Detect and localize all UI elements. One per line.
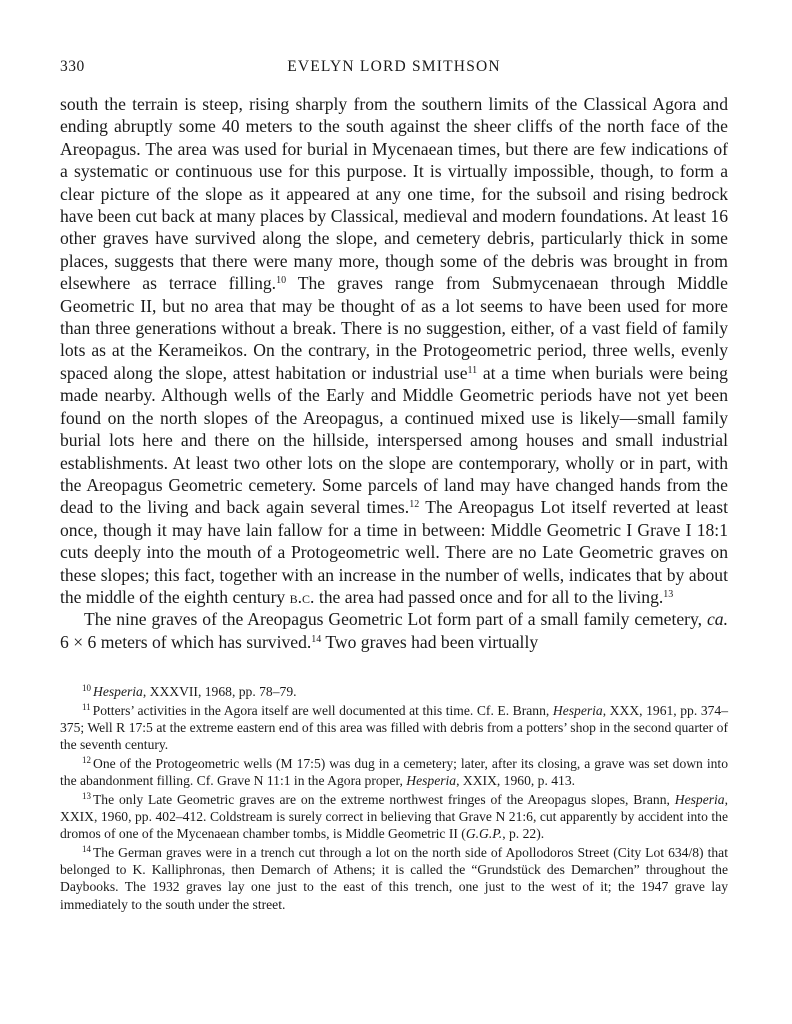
- text-run: The only Late Geometric graves are on the extreme northwest fringes of the Areopagus slopes, Brann,: [93, 791, 675, 807]
- footnote-marker: 13: [82, 790, 91, 801]
- text-run: at a time when burials were being made nearby. Although wells of the Early and Middle Geometric periods have not yet been found on the north slopes of the Areopagus, a continued mixed use is likely—small family burial lots here and there on the hillside, interspersed among houses and small industrial establishments. At least two other lots on the slope are contemporary, wholly or in part, with the Areopagus Geometric cemetery. Some parcels of land may have changed hands from the dead to the living and back again several times.: [60, 362, 728, 518]
- footnotes: [60, 683, 728, 913]
- italic-text: Hesperia: [93, 684, 143, 700]
- text-run: , XXX, 1961, pp. 374–375; Well R 17:5 at the extreme eastern end of this area was filled with debris from a potters’ shop in the second quarter of the seventh century.: [60, 702, 729, 753]
- italic-text: Hesperia: [406, 773, 457, 789]
- text-run: 6 × 6 meters of which has survived.: [60, 631, 312, 652]
- footnote: [60, 702, 728, 754]
- footnote-reference: 10: [276, 275, 287, 287]
- body-text: [60, 93, 728, 653]
- small-caps-text: b.c.: [289, 586, 315, 607]
- text-run: south the terrain is steep, rising sharply from the southern limits of the Classical Agora and ending abruptly some 40 meters to the south against the sheer cliffs of the north face of the Areopagus. The area was used for burial in Mycenaean times, but there are few indications of a systematic or continuous use for this purpose. It is virtually impossible, though, to form a clear picture of the slope as it appeared at any one time, for the subsoil and rising bedrock have been cut back at many places by Classical, medieval and modern foundations. At least 16 other graves have survived along the slope, and cemetery debris, particularly thick in some places, suggests that there were many more, though some of the debris was brought in from elsewhere as terrace filling.: [60, 94, 728, 294]
- text-run: The graves range from Submycenaean through Middle Geometric II, but no area that may be thought of as a lot seems to have been used for more than three generations without a break. There is no suggestion, either, of a vast field of family lots as at the Kerameikos. On the contrary, in the Protogeometric period, three wells, evenly spaced along the slope, attest habitation or industrial use: [60, 273, 728, 383]
- page: [60, 58, 728, 914]
- text-run: , XXIX, 1960, pp. 402–412. Coldstream is surely correct in believing that Grave N 21:6, cut apparently by accident into the dromos of one of the Mycenaean chamber tombs, is Middle Geometric II (: [60, 791, 728, 842]
- page-number: 330: [60, 58, 85, 75]
- footnote: [60, 844, 728, 913]
- footnote-reference: 12: [409, 499, 420, 511]
- italic-text: Hesperia: [674, 791, 725, 807]
- text-run: , XXXVII, 1968, pp. 78–79.: [142, 684, 297, 700]
- page-header: [60, 58, 728, 82]
- text-run: , p. 22).: [502, 826, 545, 842]
- body-paragraph: [60, 608, 728, 653]
- text-run: Two graves had been virtually: [321, 631, 539, 652]
- text-run: the area had passed once and for all to the living.: [314, 586, 664, 607]
- text-run: The Areopagus Lot itself reverted at least once, though it may have lain fallow for a time in between: Middle Geometric I Grave I 18:1 cuts deeply into the mouth of a Protogeometric well. There are no Late Geometric graves on these slopes; this fact, together with an increase in the number of wells, indicates that by about the middle of the eighth century: [60, 497, 728, 607]
- text-run: The nine graves of the Areopagus Geometric Lot form part of a small family cemetery,: [84, 609, 707, 630]
- body-paragraph: [60, 93, 728, 608]
- text-run: , XXIX, 1960, p. 413.: [456, 773, 576, 789]
- running-head: EVELYN LORD SMITHSON: [287, 58, 501, 75]
- footnote: [60, 755, 728, 789]
- italic-text: ca.: [706, 609, 728, 630]
- italic-text: G.G.P.: [465, 826, 503, 842]
- text-run: One of the Protogeometric wells (M 17:5) was dug in a cemetery; later, after its closing, a grave was set down into the abandonment filling. Cf. Grave N 11:1 in the Agora proper,: [60, 755, 728, 789]
- footnote: [60, 791, 728, 843]
- italic-text: Hesperia: [552, 702, 603, 718]
- footnote-reference: 11: [467, 364, 478, 376]
- text-run: Potters’ activities in the Agora itself are well documented at this time. Cf. E. Brann,: [92, 702, 553, 718]
- footnote-reference: 13: [663, 588, 674, 600]
- footnote-marker: 10: [82, 683, 91, 694]
- footnote-reference: 14: [311, 633, 322, 645]
- footnote-marker: 14: [82, 843, 91, 854]
- text-run: The German graves were in a trench cut through a lot on the north side of Apollodoros Street (City Lot 634/8) that belonged to K. Kalliphronas, then Demarch of Athens; it is called the “Grundstück des Demarchen” throughout the Daybooks. The 1932 graves lay one just to the east of this trench, one just to the west of it; the 1947 grave lay immediately to the south under the street.: [60, 844, 728, 912]
- footnote-marker: 12: [82, 754, 91, 765]
- footnote-marker: 11: [82, 701, 91, 712]
- footnote: [60, 683, 728, 700]
